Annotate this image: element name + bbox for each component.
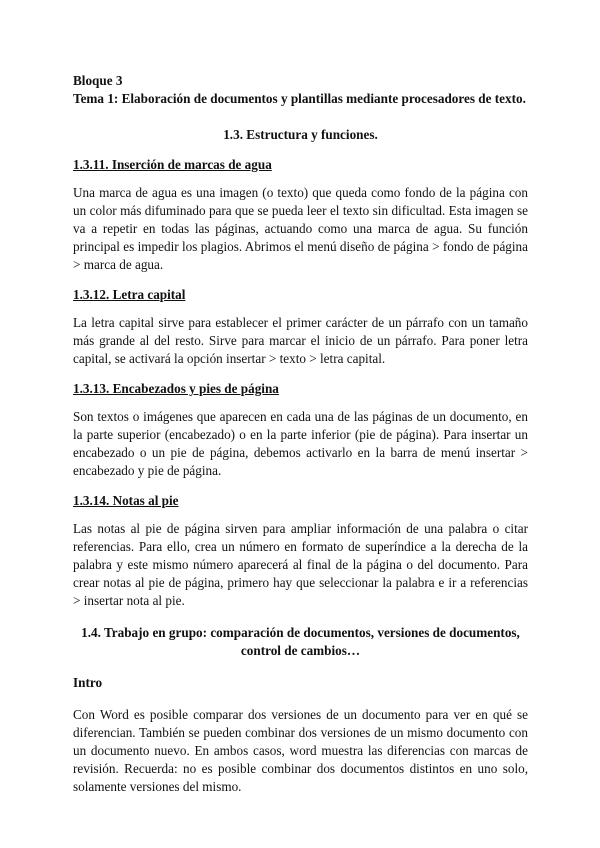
paragraph-headers-footers: Son textos o imágenes que aparecen en cada una de las páginas de un documento, en la parte superior (encabezado) o en la parte inferior (pie de página). Para insertar un encabezado o un pie de página, debemos activarlo en la barra de menú insertar > encabezado y pie de página. bbox=[73, 409, 528, 478]
paragraph-watermark: Una marca de agua es una imagen (o texto) que queda como fondo de la página con un color más difuminado para que se pueda leer el texto sin dificultad. Esta imagen se va a repetir en todas las páginas, actuando como una marca de agua. Su función principal es impedir los plagios. Abrimos el menú diseño de página > fondo de página > marca de agua. bbox=[73, 185, 528, 272]
topic-title: Tema 1: Elaboración de documentos y plantillas mediante procesadores de texto. bbox=[73, 91, 526, 106]
paragraph-footnotes: Las notas al pie de página sirven para ampliar información de una palabra o citar referencias. Para ello, crea un número en formato de superíndice a la derecha de la palabra y este mismo número aparecerá al final de la página o del documento. Para crear notas al pie de página, primero hay que seleccionar la palabra e ir a referencias > insertar nota al pie. bbox=[73, 521, 528, 608]
subsection-heading-1-3-13: 1.3.13. Encabezados y pies de página bbox=[73, 381, 279, 396]
subsection-heading-1-3-11: 1.3.11. Inserción de marcas de agua bbox=[73, 157, 272, 172]
block-label: Bloque 3 bbox=[73, 73, 123, 88]
page-content bbox=[73, 72, 528, 796]
subsection-heading-1-3-14: 1.3.14. Notas al pie bbox=[73, 493, 179, 508]
section-heading-1-3: 1.3. Estructura y funciones. bbox=[223, 127, 378, 142]
section-heading-1-4: 1.4. Trabajo en grupo: comparación de documentos, versiones de documentos, control de cambios… bbox=[81, 625, 520, 658]
paragraph-intro: Con Word es posible comparar dos versiones de un documento para ver en qué se diferencian. También se pueden combinar dos versiones de un mismo documento con un documento nuevo. En ambos casos, word muestra las diferencias con marcas de revisión. Recuerda: no es posible combinar dos documentos distintos en uno solo, solamente versiones del mismo. bbox=[73, 707, 528, 794]
intro-heading: Intro bbox=[73, 675, 103, 690]
paragraph-drop-cap: La letra capital sirve para establecer el primer carácter de un párrafo con un tamaño más grande al del resto. Sirve para marcar el inicio de un párrafo. Para poner letra capital, se activará la opción insertar > texto > letra capital. bbox=[73, 315, 528, 366]
subsection-heading-1-3-12: 1.3.12. Letra capital bbox=[73, 287, 186, 302]
